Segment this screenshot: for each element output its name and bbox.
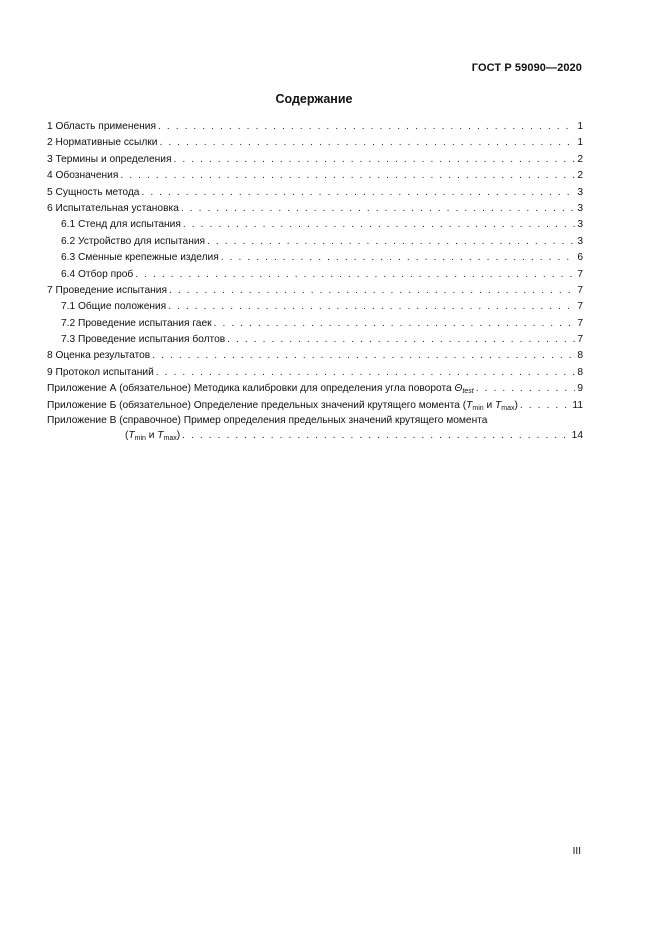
leader-dots (141, 185, 575, 201)
toc-entry-page: 3 (577, 186, 583, 198)
toc-entry-label: 6.2 Устройство для испытания (61, 235, 206, 247)
toc-subentry[interactable] (47, 250, 583, 266)
toc-entry-label: 7.2 Проведение испытания гаек (61, 317, 212, 329)
leader-dots (221, 250, 575, 266)
appendix-a-label: Приложение А (обязательное) Методика калибровки для определения угла поворота (47, 383, 452, 395)
toc-entry-page: 3 (577, 202, 583, 214)
toc-subentry[interactable] (47, 332, 583, 348)
appendix-b-label: Приложение Б (обязательное) Определение предельных значений крутящего момента ( (47, 399, 467, 411)
standard-code: ГОСТ Р 59090—2020 (471, 62, 582, 74)
toc-subentry[interactable] (47, 316, 583, 332)
page-number: III (572, 846, 581, 857)
tmax-subscript: max (501, 404, 515, 412)
leader-dots (214, 316, 575, 332)
leader-dots (173, 152, 575, 168)
toc-entry-label: 7.3 Проведение испытания болтов (61, 334, 226, 346)
toc-entry[interactable] (47, 283, 583, 299)
leader-dots (207, 234, 575, 250)
leader-dots (120, 168, 575, 184)
toc-entry-label: 7.1 Общие положения (61, 301, 167, 313)
toc-entry-label: 9 Протокол испытаний (47, 366, 154, 378)
toc-entry-page: 2 (577, 153, 583, 165)
toc-entry-page: 2 (577, 170, 583, 182)
leader-dots (169, 283, 575, 299)
toc-entry-label: 6.4 Отбор проб (61, 268, 134, 280)
leader-dots (181, 201, 575, 217)
and-text: и (483, 399, 496, 411)
toc-appendix-b[interactable] (47, 398, 583, 414)
leader-dots (156, 365, 575, 381)
tmin-subscript: min (134, 435, 146, 443)
leader-dots (476, 381, 575, 397)
leader-dots (182, 428, 570, 444)
appendix-v-label: Приложение В (справочное) Пример определения предельных значений крутящего момента (47, 415, 488, 427)
table-of-contents (47, 119, 583, 444)
toc-entry[interactable] (47, 152, 583, 168)
toc-appendix-v[interactable] (47, 414, 583, 428)
toc-entry-page: 3 (577, 219, 583, 231)
toc-entry[interactable] (47, 348, 583, 364)
close-paren: ) (176, 430, 181, 442)
toc-entry-page: 6 (577, 252, 583, 264)
tmin-subscript: min (472, 404, 484, 412)
toc-entry-label: 6.3 Сменные крепежные изделия (61, 252, 219, 264)
toc-entry-label: 3 Термины и определения (47, 153, 172, 165)
toc-entry-page: 14 (571, 430, 583, 442)
toc-entry[interactable] (47, 185, 583, 201)
toc-entry-page: 7 (577, 334, 583, 346)
toc-entry-label (47, 381, 474, 397)
toc-subentry[interactable] (47, 267, 583, 283)
leader-dots (158, 119, 575, 135)
tmax-symbol: T (157, 430, 164, 442)
toc-entry-label (47, 398, 518, 414)
toc-entry-page: 7 (577, 284, 583, 296)
toc-subentry[interactable] (47, 299, 583, 315)
and-text: и (145, 430, 158, 442)
toc-appendix-a[interactable] (47, 381, 583, 397)
leader-dots (183, 217, 575, 233)
leader-dots (135, 267, 575, 283)
toc-subentry[interactable] (47, 217, 583, 233)
toc-entry[interactable] (47, 365, 583, 381)
toc-entry-page: 7 (577, 268, 583, 280)
tmax-subscript: max (163, 435, 177, 443)
toc-entry-page: 11 (572, 399, 583, 411)
theta-symbol: Θ (454, 383, 463, 395)
tmax-symbol: T (495, 399, 502, 411)
theta-subscript: test (462, 388, 474, 396)
toc-entry-page: 9 (577, 383, 583, 395)
toc-appendix-v-continuation[interactable] (47, 428, 583, 444)
toc-entry-label: 5 Сущность метода (47, 186, 140, 198)
toc-entry-label: 1 Область применения (47, 121, 156, 132)
toc-entry-page: 7 (577, 301, 583, 313)
toc-entry[interactable] (47, 168, 583, 184)
leader-dots (159, 135, 575, 151)
leader-dots (168, 299, 575, 315)
page-title: Содержание (275, 92, 353, 106)
toc-entry-page: 1 (577, 137, 583, 149)
leader-dots (152, 348, 575, 364)
toc-entry[interactable] (47, 201, 583, 217)
toc-entry[interactable] (47, 135, 583, 151)
leader-dots (520, 398, 571, 414)
toc-entry-label: 6 Испытательная установка (47, 202, 179, 214)
tmin-symbol: T (466, 399, 473, 411)
toc-entry-page: 8 (577, 366, 583, 378)
toc-entry-label: 8 Оценка результатов (47, 350, 151, 362)
open-paren: ( (125, 430, 129, 442)
toc-entry-page: 1 (577, 121, 583, 132)
tmin-symbol: T (128, 430, 135, 442)
toc-entry-label (125, 428, 180, 444)
toc-entry-label: 2 Нормативные ссылки (47, 137, 158, 149)
toc-entry-page: 8 (577, 350, 583, 362)
close-paren: ) (514, 399, 518, 411)
toc-entry-label: 6.1 Стенд для испытания (61, 219, 181, 231)
toc-entry-label: 4 Обозначения (47, 170, 119, 182)
toc-subentry[interactable] (47, 234, 583, 250)
toc-entry-page: 7 (577, 317, 583, 329)
toc-entry[interactable] (47, 119, 583, 135)
toc-entry-page: 3 (577, 235, 583, 247)
toc-entry-label: 7 Проведение испытания (47, 284, 167, 296)
leader-dots (227, 332, 575, 348)
